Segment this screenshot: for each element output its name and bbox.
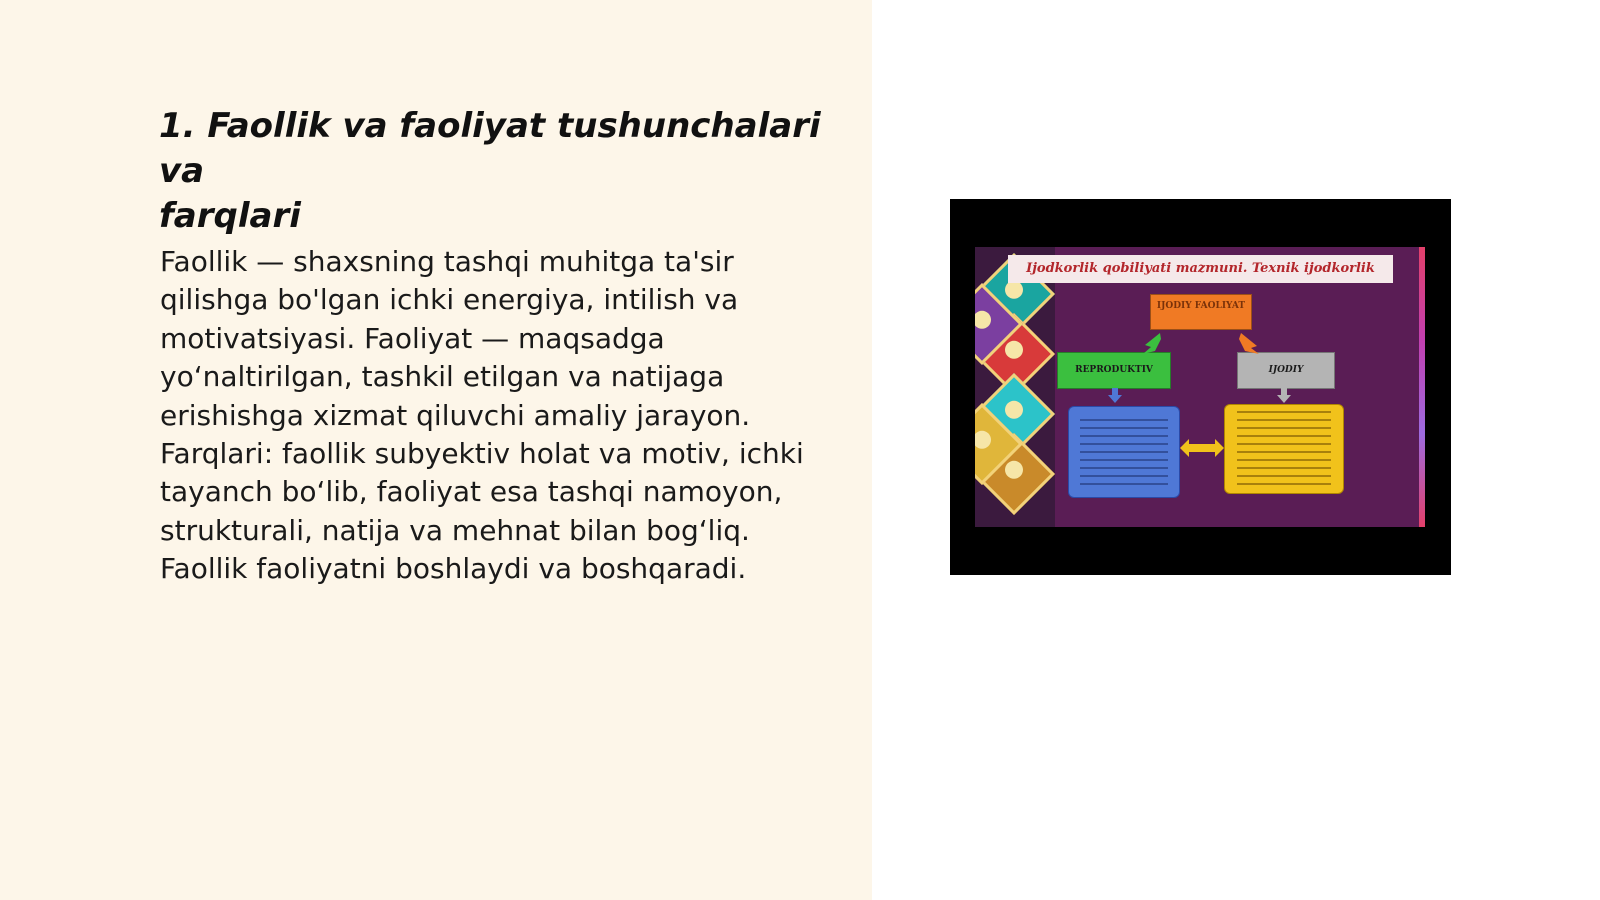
image-title: Ijodkorlik qobiliyati mazmuni. Texnik ijodkorlik — [1008, 255, 1393, 283]
node-reproduktiv: REPRODUKTIV — [1057, 352, 1171, 389]
ijodiy-description-box — [1224, 404, 1344, 494]
connector-arrows — [975, 247, 1425, 527]
slide-title-line: 1. Faollik va faoliyat tushunchalari va — [159, 106, 821, 191]
node-ijodiy-faoliyat: IJODIY FAOLIYAT — [1150, 294, 1252, 330]
arrow-down-icon — [1277, 388, 1291, 403]
slide-body-text — [160, 243, 860, 589]
body-line: qilishga bo'lgan ichki energiya, intilish va — [160, 283, 739, 317]
arrow-left-icon — [1143, 333, 1161, 354]
arrow-right-icon — [1239, 333, 1259, 354]
body-line: strukturali, natija va mehnat bilan bog‘liq. — [160, 513, 750, 547]
body-line: Farqlari: faollik subyektiv holat va motiv, ichki — [160, 437, 804, 471]
body-line: erishishga xizmat qiluvchi amaliy jarayon. — [160, 398, 751, 432]
body-line: Faollik faoliyatni boshlaydi va boshqaradi. — [160, 552, 747, 586]
slide-title — [159, 104, 849, 239]
body-line: Faollik — shaxsning tashqi muhitga ta'sir — [160, 245, 734, 278]
body-line: yo‘naltirilgan, tashkil etilgan va natijaga — [160, 360, 725, 394]
body-line: tayanch bo‘lib, faoliyat esa tashqi namoyon, — [160, 475, 783, 509]
image-slide — [975, 247, 1425, 527]
slide-title-line: farqlari — [159, 196, 301, 236]
embedded-diagram-image — [950, 199, 1451, 575]
arrow-down-icon — [1108, 388, 1122, 403]
body-line: motivatsiyasi. Faoliyat — maqsadga — [160, 321, 665, 355]
node-ijodiy: IJODIY — [1237, 352, 1335, 389]
double-arrow-icon — [1185, 444, 1219, 452]
reproduktiv-description-box — [1068, 406, 1180, 498]
